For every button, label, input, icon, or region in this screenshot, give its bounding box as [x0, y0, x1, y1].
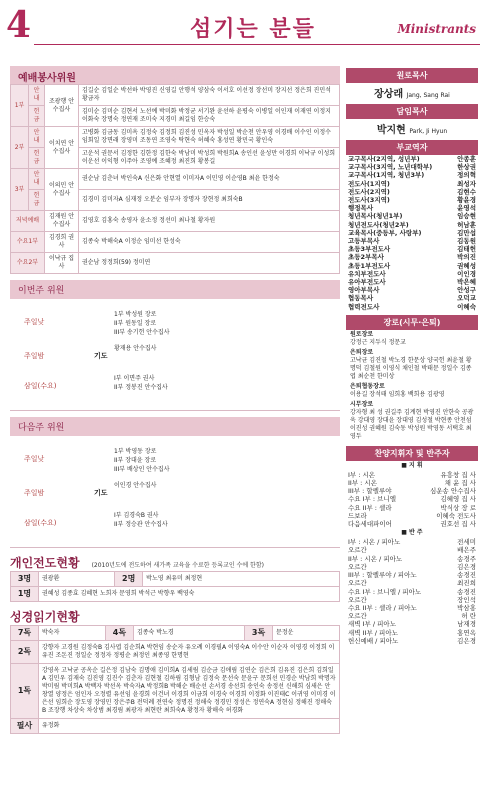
- bible-names: 김종숙 박노경: [133, 626, 244, 641]
- elder-names: 이용길 장석태 임희홍 백희용 김광영: [350, 390, 445, 398]
- bible-reading-table: [10, 625, 340, 734]
- acc-name: 송경진: [457, 587, 476, 596]
- acc-row: [346, 563, 478, 571]
- worship-group: 3부: [11, 169, 29, 211]
- worship-group: 수요2부: [11, 253, 45, 274]
- evangel-count: 3명: [11, 572, 39, 587]
- acc-role: 헌신예배 / 피아노: [348, 636, 399, 645]
- staff-name: 황윤경: [457, 196, 476, 205]
- elder-names: 강정근 지두식 정문교: [350, 338, 406, 346]
- accompanist-heading: ■ 반 주: [401, 529, 423, 537]
- bible-names: 유정화: [39, 719, 340, 734]
- acc-role: III부 : 할렐루야 / 피아노: [348, 571, 417, 580]
- elder-group-title: 은퇴장로: [350, 348, 374, 356]
- worship-subgroup: 헌금: [29, 106, 45, 127]
- acc-row: [346, 620, 478, 628]
- conductor-heading: ■ 지 휘: [401, 461, 423, 469]
- bible-count: 2독: [11, 641, 39, 664]
- acc-row: [346, 637, 478, 645]
- bible-count: 3독: [245, 626, 273, 641]
- week-label: 삼일(수요): [24, 519, 57, 527]
- right-column: [346, 66, 478, 645]
- week-assignment: 1부 박성원 장로: [114, 311, 157, 318]
- bible-names: 문정운: [273, 626, 340, 641]
- this-week-section: [10, 280, 340, 411]
- worship-row: [11, 211, 340, 232]
- week-assignment: II부 장대윤 장로: [114, 457, 157, 464]
- header-rule: [34, 44, 480, 45]
- worship-committee-title: 예배봉사위원: [10, 66, 340, 84]
- acc-name: 최진희: [457, 579, 476, 588]
- staff-name: 안성구: [457, 286, 476, 295]
- cond-role: II부 : 시온: [348, 479, 377, 488]
- cond-name: 심운송 안수집사: [429, 487, 476, 496]
- cond-name: 유흥창 집 사: [440, 470, 476, 479]
- week-assignment: II부 정승관 안수집사: [114, 521, 168, 528]
- staff-name: 박은혜: [457, 278, 476, 287]
- staff-row: [346, 253, 478, 261]
- staff-name: 임승현: [457, 212, 476, 221]
- week-assignment: II부 정봉진 안수집사: [114, 384, 168, 391]
- conductor-list: [346, 471, 478, 528]
- staff-row: [346, 294, 478, 302]
- week-role: 기도: [94, 489, 108, 497]
- acc-name: 배은주: [457, 546, 476, 555]
- staff-role: 청년목사(청년1부): [348, 212, 403, 221]
- elder-group: [346, 348, 478, 382]
- worship-row: [11, 253, 340, 274]
- cond-role: 수요 II부 : 셀라: [348, 503, 392, 512]
- worship-leader: 조광행 안수집사: [45, 85, 79, 127]
- staff-role: 교구목사(2지역, 성년부): [348, 155, 420, 163]
- bible-names: 강영옥 고낙균 공옥순 길은정 김남숙 김명애 김미희A 김세림 김순금 김애림 김연순 김은희 김유진 김은희 김희일A 김민우 김재숙 김진영 김진수 김춘자 김현철 김하림 김형남 김정숙 문선숙 문윤구 문희선 민경순 박남희 박명자 박미림 박미희A 박백자 박선옥 박숙자A 박정희B 박해순 배순선 손서경 송선희 송인숙 송정선 신해희 심새은 안창열 양정은 엄인자 오정렬 유선임 윤경희 이건녀 이경희 이금희 이경숙 이경희 이정화 이진태C 이귀영 이미경 이은선 임희순 장도영 장영민 장은주B 전덕례 전연숙 정명진 정해숙 정경민 정성은 정연숙A 정현심 정해진 정해숙B 조장행 차상숙 차상범 최경림 최광자 최현란 최희숙A 황정자 황해숙 허경화: [39, 664, 340, 719]
- staff-name: 윤영석: [457, 204, 476, 213]
- staff-row: [346, 196, 478, 204]
- acc-name: 김은경: [457, 636, 476, 645]
- worship-names: 김미순 김미순 김현서 노선예 박미화 박정균 서기완 윤선하 윤평숙 이병일 이인재 이재연 이정지 이화숙 장명숙 정연재 조미숙 지경미 최길임 한승숙: [79, 106, 340, 127]
- acc-name: 전세미: [457, 538, 476, 547]
- week-label: 주일낮: [24, 455, 45, 463]
- acc-role: 오르간: [348, 562, 367, 571]
- worship-names: 고병화 김금동 김미옥 김정숙 김정희 김진성 민옥자 박성일 박순천 안우영 이경배 이수인 이정수 임회일 장면래 장영미 조동연 조영숙 탁현숙 허혜숙 홍성연 황민국 황인숙: [79, 127, 340, 148]
- worship-subgroup: 안내: [29, 85, 45, 106]
- staff-row: [346, 270, 478, 278]
- cond-role: III부 : 할렐루야: [348, 487, 392, 496]
- next-week-title: 다음주 위원: [10, 417, 340, 436]
- week-assignment: III부 배상인 안수집사: [114, 466, 170, 473]
- acc-name: 홍연옥: [457, 628, 476, 637]
- staff-role: 교구목사(3지역, 노년대학부): [348, 163, 433, 172]
- staff-role: 교구목사(1지역, 청년3부): [348, 171, 425, 180]
- page-header: [0, 0, 490, 50]
- week-assignment: III부 송기헌 안수집사: [114, 329, 170, 336]
- acc-name: 송경주: [457, 554, 476, 563]
- page-title: 섬기는 분들: [190, 17, 316, 42]
- acc-name: 박삼홍: [457, 603, 476, 612]
- worship-subgroup: 안내: [29, 169, 45, 190]
- staff-row: [346, 212, 478, 220]
- week-assignment: 황재용 안수집사: [114, 345, 157, 352]
- staff-row: [346, 237, 478, 245]
- staff-role: 행정목사: [348, 204, 374, 213]
- cond-name: 권호선 집 사: [440, 520, 476, 529]
- staff-list: [346, 155, 478, 311]
- staff-role: 전도사(1지역): [348, 179, 390, 188]
- worship-names: 김경미 김미자A 심재정 오분순 임부자 장명자 장현정 최희숙B: [79, 190, 340, 211]
- bible-count: 1독: [11, 664, 39, 719]
- staff-role: 고등부목사: [348, 237, 380, 246]
- worship-leader: 이낙규 집사: [45, 253, 79, 274]
- cond-row: [346, 504, 478, 512]
- worship-row: [11, 232, 340, 253]
- worship-leader: 이치연 안수집사: [45, 127, 79, 169]
- elder-names: 고낙균 김진철 박노경 한문상 양국헌 최윤철 황명덕 김철원 이영식 채인철 박태문 정일수 김종엽 최순천 한미상: [350, 356, 472, 380]
- staff-name: 최성자: [457, 179, 476, 188]
- worship-names: 고운석 권문서 김정한 김한정 김한숙 박남미 박성희 박원희A 송인선 윤성만 이경희 이낙규 이성희 이운선 이익형 이주아 조영예 조혜정 최진희 황봉길: [79, 148, 340, 169]
- worship-subgroup: 헌금: [29, 190, 45, 211]
- evangel-names: 박노영 최유미 최정현: [143, 572, 340, 587]
- staff-name: 이인경: [457, 269, 476, 278]
- page-title-english: Ministrants: [397, 22, 476, 36]
- acc-row: [346, 588, 478, 596]
- worship-leader: 김재원 안수집사: [45, 211, 79, 232]
- staff-role: 전도사(3지역): [348, 196, 390, 205]
- staff-name: 김만섭: [457, 228, 476, 237]
- next-week-section: [10, 417, 340, 548]
- staff-name: 허남훈: [457, 220, 476, 229]
- elder-group: [346, 330, 478, 348]
- acc-row: [346, 579, 478, 587]
- bible-names: 강향자 고경원 김정숙B 김사엽 김순희A 박현임 송순자 유오례 이경필A 이영숙A 이수안 이순자 이영경 이정희 이유진 조돈진 정일순 정정자 정평순 최정인 최종영 한명현: [39, 641, 340, 664]
- cond-role: 수요 I부 : 브니엘: [348, 495, 396, 504]
- acc-name: 송경진: [457, 571, 476, 580]
- elder-group-title: 원로장로: [350, 330, 374, 338]
- evangelism-table: [10, 571, 340, 602]
- next-week-body: [10, 436, 340, 548]
- acc-row: [346, 604, 478, 612]
- staff-name: 이혜숙: [457, 302, 476, 311]
- acc-role: 수요 I부 : 브니엘 / 피아노: [348, 587, 422, 596]
- staff-role: 초등3부전도사: [348, 245, 391, 254]
- staff-role: 초등1부전도사: [348, 261, 391, 270]
- cond-row: [346, 512, 478, 520]
- week-label: 주일밤: [24, 489, 45, 497]
- staff-name: 김태헌: [457, 245, 476, 254]
- bible-count: 7독: [11, 626, 39, 641]
- worship-group: 2부: [11, 127, 29, 169]
- elders-title: 장로(시무·은퇴): [346, 315, 478, 330]
- worship-group: 저녁예배: [11, 211, 45, 232]
- senior-pastor-title: 담임목사: [346, 104, 478, 119]
- week-label: 삼일(수요): [24, 382, 57, 390]
- left-column: [10, 66, 340, 734]
- worship-row: [11, 169, 340, 190]
- acc-row: [346, 629, 478, 637]
- staff-title: 부교역자: [346, 140, 478, 155]
- staff-row: [346, 155, 478, 163]
- cond-row: [346, 471, 478, 479]
- acc-name: 남재경: [457, 620, 476, 629]
- week-label: 주일밤: [24, 352, 45, 360]
- staff-role: 교육목사(중등부, 사랑부): [348, 228, 422, 237]
- worship-leader: 김경희 권사: [45, 232, 79, 253]
- acc-role: 새벽 I부 / 피아노: [348, 620, 396, 629]
- staff-role: 청년전도사(청년2부): [348, 220, 409, 229]
- worship-subgroup: 헌금: [29, 148, 45, 169]
- worship-committee-table: [10, 84, 340, 274]
- staff-role: 유아부전도사: [348, 278, 386, 287]
- elders-list: [346, 330, 478, 442]
- cond-row: [346, 520, 478, 528]
- acc-role: II부 : 시온 / 피아노: [348, 554, 403, 563]
- worship-group: 수요1부: [11, 232, 45, 253]
- elder-group-title: 시무장로: [350, 400, 374, 408]
- elder-names: 강자형 최 성 권길주 김계현 박영진 안한숙 공광욱 강대영 장대윤 장대영 김성철 박현종 안천섬 이진성 권혜원 김숙동 박성원 박영동 서택호 최영두: [350, 408, 474, 440]
- elder-group: [346, 382, 478, 400]
- staff-role: 초등2부목사: [348, 253, 384, 262]
- week-assignment: I부 김경숙B 권사: [114, 512, 159, 519]
- staff-row: [346, 188, 478, 196]
- worship-subgroup: 안내: [29, 127, 45, 148]
- cond-name: 박식상 장 로: [440, 503, 476, 512]
- worship-names: 권순남 김춘녀 박인숙A 신은화 안현열 이미자A 이민영 이순영B 최윤 한정숙: [79, 169, 340, 190]
- cond-role: 드보라: [348, 511, 367, 520]
- evangelism-heading: 개인전도현황 (2010년도에 전도하여 새가족 교육을 수료한 등록교인 수에 한함): [10, 556, 264, 570]
- bible-names: 박숙자: [39, 626, 106, 641]
- acc-role: 오르간: [348, 612, 367, 621]
- accompanist-list: [346, 538, 478, 645]
- emeritus-pastor-title: 원로목사: [346, 68, 478, 83]
- week-assignment: 이인경 안수집사: [114, 482, 157, 489]
- staff-row: [346, 221, 478, 229]
- cond-role: 다음세대파이어: [348, 520, 392, 529]
- evangel-names: 권혜성 김종효 김혜현 노희자 문영희 박석근 박향우 백영숙: [39, 587, 340, 602]
- week-assignment: II부 원동일 장로: [114, 320, 157, 327]
- staff-row: [346, 180, 478, 188]
- staff-row: [346, 303, 478, 311]
- cond-role: I부 : 시온: [348, 470, 376, 479]
- staff-row: [346, 262, 478, 270]
- bible-count: 필사: [11, 719, 39, 734]
- staff-name: 김동원: [457, 237, 476, 246]
- worship-names: 김영호 김홍숙 송영자 윤소정 정선미 최나철 황자원: [79, 211, 340, 232]
- page-number: 4: [6, 4, 32, 46]
- acc-row: [346, 596, 478, 604]
- evangel-count: 2명: [115, 572, 143, 587]
- evangel-count: 1명: [11, 587, 39, 602]
- staff-name: 정의혁: [457, 171, 476, 180]
- staff-row: [346, 229, 478, 237]
- staff-name: 오덕교: [457, 294, 476, 303]
- bible-count: 4독: [105, 626, 133, 641]
- worship-names: 김길순 김일순 박선하 박영진 신영길 안행석 양삼숙 이서호 이선정 장선미 장지선 정은희 진민석 황금자: [79, 85, 340, 106]
- worship-row: [11, 85, 340, 106]
- staff-role: 협력전도사: [348, 302, 380, 311]
- week-label: 주일낮: [24, 318, 45, 326]
- staff-name: 김현수: [457, 187, 476, 196]
- staff-name: 박의진: [457, 253, 476, 262]
- worship-names: 김종숙 박해숙A 이정순 임미선 한성숙: [79, 232, 340, 253]
- worship-names: 권순남 정정희(59) 정미연: [79, 253, 340, 274]
- acc-role: 오르간: [348, 595, 367, 604]
- choir-title: 찬양지휘자 및 반주자: [346, 446, 478, 461]
- staff-role: 영아부목사: [348, 286, 380, 295]
- cond-name: 이혜숙 전도사: [436, 511, 476, 520]
- staff-row: [346, 171, 478, 179]
- acc-name: 허 란: [461, 612, 476, 621]
- worship-leader: 이의민 안수집사: [45, 169, 79, 211]
- cond-name: 김혜영 집 사: [440, 495, 476, 504]
- week-role: 기도: [94, 352, 108, 360]
- staff-role: 협동목사: [348, 294, 374, 303]
- cond-name: 채 윤 집 사: [444, 479, 476, 488]
- acc-role: 오르간: [348, 579, 367, 588]
- this-week-title: 이번주 위원: [10, 280, 340, 299]
- acc-row: [346, 546, 478, 554]
- worship-row: [11, 127, 340, 148]
- staff-name: 한상권: [457, 163, 476, 172]
- acc-name: 장인석: [457, 595, 476, 604]
- cond-row: [346, 495, 478, 503]
- acc-name: 김은경: [457, 562, 476, 571]
- acc-role: I부 : 시온 / 피아노: [348, 538, 401, 547]
- elder-group: [346, 400, 478, 442]
- evangel-names: 권광환: [39, 572, 115, 587]
- week-assignment: I부 이면주 권사: [114, 375, 155, 382]
- senior-pastor-name: 박지현 Park, Ji Hyun: [376, 125, 448, 136]
- this-week-body: [10, 299, 340, 411]
- staff-name: 안종훈: [457, 155, 476, 163]
- emeritus-pastor-name: 장상래 Jang, Sang Rai: [374, 89, 450, 100]
- week-assignment: 1부 박영동 장로: [114, 448, 157, 455]
- staff-role: 유치부전도사: [348, 269, 386, 278]
- worship-group: 1부: [11, 85, 29, 127]
- elder-group-title: 은퇴협동장로: [350, 382, 385, 390]
- acc-row: [346, 555, 478, 563]
- staff-role: 전도사(2지역): [348, 187, 390, 196]
- acc-role: 오르간: [348, 546, 367, 555]
- acc-role: 수요 II부 : 셀라 / 피아노: [348, 603, 417, 612]
- acc-role: 새벽 II부 / 피아노: [348, 628, 398, 637]
- bible-reading-heading: 성경읽기현황: [10, 610, 80, 624]
- staff-name: 권혜성: [457, 261, 476, 270]
